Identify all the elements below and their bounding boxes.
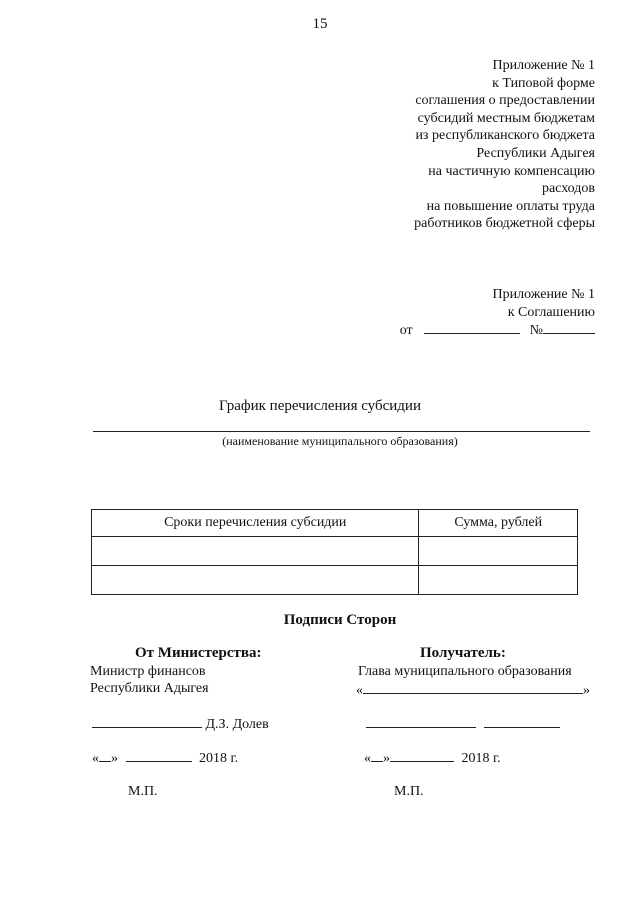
agreement-annex (400, 286, 595, 340)
number-label: № (529, 323, 543, 339)
ministry-position-line2: Республики Адыгея (90, 681, 209, 696)
day-blank (99, 749, 111, 762)
from-label: от (399, 323, 413, 339)
table-row (92, 537, 578, 566)
agreement-number-blank (543, 321, 595, 334)
table-header-row (92, 510, 578, 537)
document-title: График перечисления субсидии (219, 398, 421, 414)
ministry-position-line1: Министр финансов (90, 664, 206, 679)
recipient-name-blank (484, 715, 560, 728)
table-cell (92, 566, 419, 595)
municipality-blank (363, 681, 583, 694)
table-cell (419, 537, 578, 566)
recipient-signature-line (366, 715, 560, 733)
recipient-heading: Получатель: (420, 645, 506, 661)
column-header-amount: Сумма, рублей (419, 510, 578, 537)
column-header-terms: Сроки перечисления субсидии (92, 510, 419, 537)
annex-header-line: субсидий местным бюджетам (417, 110, 595, 126)
annex-header-line: на частичную компенсацию (428, 163, 595, 179)
ministry-signature-blank (92, 715, 202, 728)
agreement-annex-title: Приложение № 1 (492, 287, 595, 302)
table-cell (92, 537, 419, 566)
signatures-title: Подписи Сторон (283, 612, 397, 628)
table-cell (419, 566, 578, 595)
annex-header-line: соглашения о предоставлении (415, 93, 595, 109)
agreement-annex-subtitle: к Соглашению (507, 304, 595, 320)
recipient-position: Глава муниципального образования (358, 664, 572, 679)
quote-close: » (583, 683, 590, 698)
day-blank (371, 749, 383, 762)
ministry-seal-label: М.П. (128, 784, 158, 799)
date-quote-open: « (92, 751, 99, 766)
page-number: 15 (312, 16, 328, 32)
ministry-signatory-name: Д.З. Долев (205, 717, 269, 732)
ministry-signature-line (92, 715, 269, 733)
annex-header-line: Республики Адыгея (476, 145, 595, 161)
annex-header-line: расходов (541, 181, 595, 197)
month-blank (126, 749, 192, 762)
ministry-year: 2018 г. (199, 751, 239, 766)
recipient-year: 2018 г. (461, 751, 501, 766)
annex-header-line: Приложение № 1 (492, 58, 595, 73)
date-quote-open: « (364, 751, 371, 766)
schedule-table (91, 509, 578, 595)
recipient-date-line (364, 749, 501, 767)
annex-header-line: к Типовой форме (492, 75, 595, 91)
recipient-signature-blank (366, 715, 476, 728)
quote-open: « (356, 683, 363, 698)
month-blank (390, 749, 454, 762)
municipality-name-blank (93, 431, 590, 432)
agreement-date-number-line (400, 321, 595, 340)
recipient-name-line (356, 681, 590, 699)
annex-header-line: из республиканского бюджета (415, 128, 595, 144)
municipality-caption: (наименование муниципального образования) (222, 434, 458, 448)
annex-header-line: на повышение оплаты труда (426, 198, 595, 214)
annex-header-line: работников бюджетной сферы (414, 216, 595, 232)
recipient-seal-label: М.П. (394, 784, 424, 799)
ministry-date-line (92, 749, 238, 767)
date-quote-close: » (111, 751, 118, 766)
date-quote-close: » (383, 751, 390, 766)
ministry-heading: От Министерства: (135, 645, 262, 661)
annex-header (414, 57, 595, 233)
table-row (92, 566, 578, 595)
agreement-date-blank (424, 321, 520, 334)
